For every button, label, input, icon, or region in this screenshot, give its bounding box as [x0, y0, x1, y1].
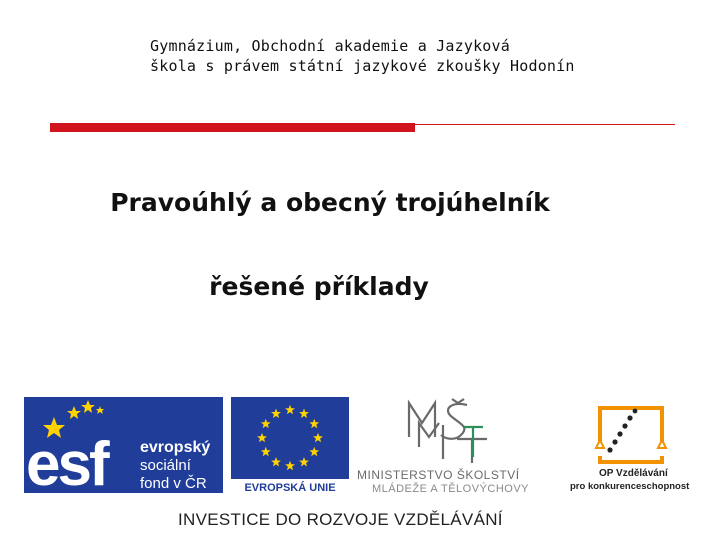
slide-title-text: Pravoúhlý a obecný trojúhelník	[110, 188, 550, 217]
msmt-logo	[357, 397, 562, 493]
eu-flag-logo	[231, 397, 349, 493]
op-line2: pro konkurenceschopnost	[570, 481, 690, 492]
op-line1: OP Vzdělávání	[599, 468, 668, 479]
op-vzdelavani-logo	[568, 400, 698, 495]
esf-line2: sociální	[140, 457, 191, 474]
eu-label: EVROPSKÁ UNIE	[244, 482, 336, 493]
esf-logo	[24, 397, 223, 493]
esf-line1: evropský	[140, 439, 211, 456]
school-name-line1: Gymnázium, Obchodní akademie a Jazyková	[150, 37, 510, 55]
school-name	[150, 36, 670, 76]
msmt-line1: MINISTERSTVO ŠKOLSTVÍ	[357, 468, 520, 482]
slide-title	[0, 188, 720, 217]
msmt-line2: MLÁDEŽE A TĚLOVÝCHOVY	[372, 483, 530, 493]
esf-line3: fond v ČR	[140, 475, 207, 492]
accent-bar	[50, 123, 415, 132]
esf-letters: esf	[26, 430, 107, 493]
slide-subtitle	[0, 272, 720, 301]
investice-slogan: INVESTICE DO ROZVOJE VZDĚLÁVÁNÍ	[178, 510, 503, 529]
school-name-line2: škola s právem státní jazykové zkoušky Hodonín	[150, 57, 575, 75]
divider-line	[415, 124, 675, 125]
slide-subtitle-text: řešené příklady	[209, 272, 429, 301]
